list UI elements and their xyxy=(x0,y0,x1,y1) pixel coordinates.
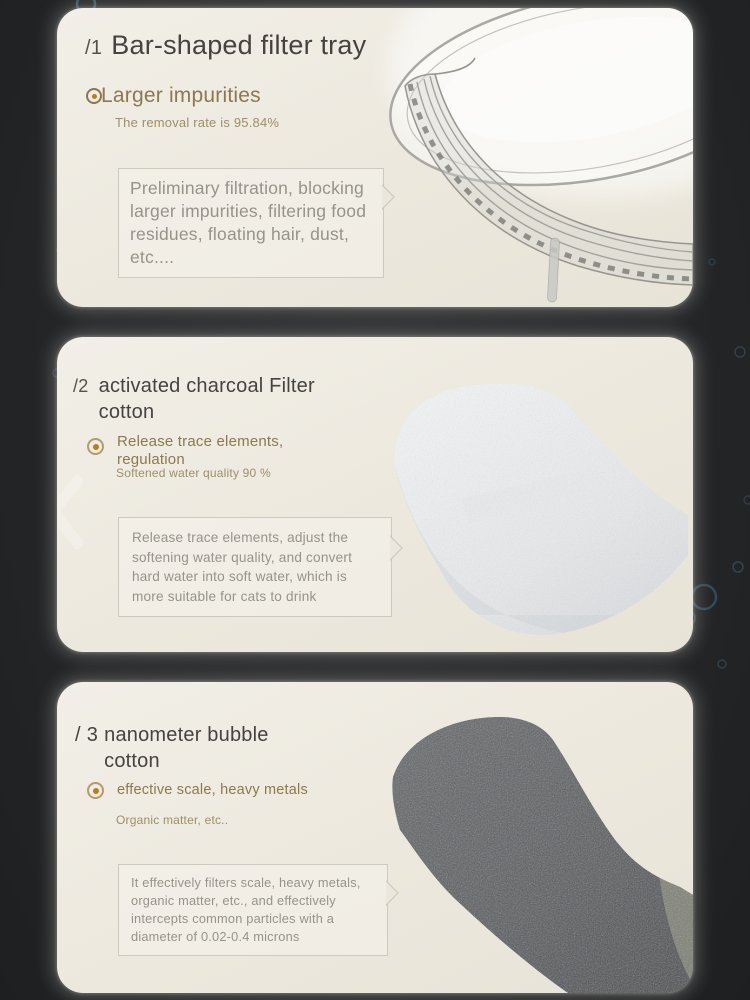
card-number: / 3 xyxy=(75,724,99,746)
card-title-row xyxy=(75,722,316,774)
speech-bubble xyxy=(118,517,392,617)
card-heading-row xyxy=(86,84,261,108)
target-bullet-icon xyxy=(87,438,104,455)
bubble-tail xyxy=(390,535,404,561)
card-title: activated charcoal Filter cotton xyxy=(98,375,315,423)
card-subtext: Organic matter, etc.. xyxy=(116,813,229,827)
card-bar-filter-tray xyxy=(57,8,693,307)
target-bullet-icon xyxy=(87,782,104,799)
card-title-row xyxy=(85,30,366,61)
speech-bubble xyxy=(118,168,384,278)
card-subtext: The removal rate is 95.84% xyxy=(115,115,280,130)
card-title-row xyxy=(73,373,331,425)
bubble-tail xyxy=(386,880,400,906)
filter-tray-image xyxy=(363,8,693,307)
nanometer-foam-image xyxy=(358,700,693,993)
card-heading-row xyxy=(87,782,308,799)
card-title: nanometer bubble cotton xyxy=(104,724,269,772)
bubble-text: It effectively filters scale, heavy metals, organic matter, etc., and effectively intercepts common particles with a diameter of 0.02-0.4 microns xyxy=(131,875,361,944)
card-heading: Release trace elements, regulation xyxy=(117,433,284,468)
card-title: Bar-shaped filter tray xyxy=(111,30,367,60)
speech-bubble xyxy=(118,864,388,956)
card-nanometer-cotton xyxy=(57,682,693,993)
bubble-text: Preliminary filtration, blocking larger impurities, filtering food residues, floating hair, dust, etc.... xyxy=(130,178,367,267)
card-number: /2 xyxy=(73,376,89,396)
card-charcoal-cotton xyxy=(57,337,693,652)
bubble-text: Release trace elements, adjust the softening water quality, and convert hard water into soft water, which is more suitable for cats to drink xyxy=(132,530,353,604)
card-heading-row xyxy=(87,433,293,469)
card-number: /1 xyxy=(85,37,103,59)
bubble-tail xyxy=(382,184,396,210)
card-heading: Larger impurities xyxy=(101,84,261,107)
card-heading: effective scale, heavy metals xyxy=(117,782,308,798)
target-bullet-icon xyxy=(86,88,102,104)
card-subtext: Softened water quality 90 % xyxy=(116,466,271,480)
watermark-chevron-icon xyxy=(57,475,83,549)
charcoal-cotton-image xyxy=(358,365,693,652)
